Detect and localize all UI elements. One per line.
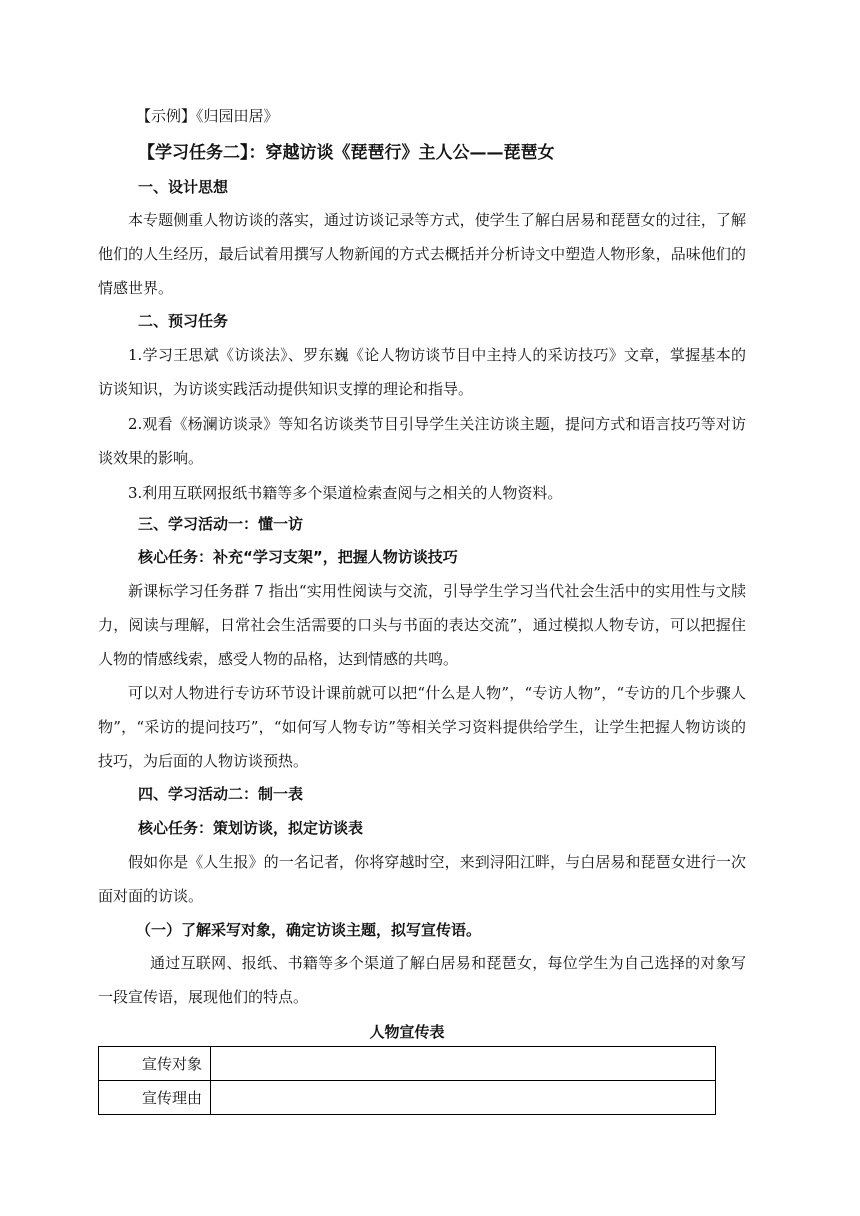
- task-title: 【学习任务二】：穿越访谈《琵琶行》主人公——琵琶女: [138, 143, 555, 163]
- activity2-core-task: 核心任务：策划访谈，拟定访谈表: [138, 819, 364, 837]
- table-row: [99, 1081, 716, 1115]
- promo-table: [98, 1046, 716, 1115]
- activity2-para-2: 通过互联网、报纸、书籍等多个渠道了解白居易和琵琶女，每位学生为自己选择的对象写一段宣传语，展现他们的特点。: [98, 954, 746, 1006]
- activity1-core-task: 核心任务：补充“学习支架”，把握人物访谈技巧: [138, 548, 458, 566]
- table-cell-value: [211, 1081, 716, 1115]
- section-heading-activity1: 三、学习活动一：懂一访: [138, 515, 304, 533]
- activity2-subheading-1: （一）了解采写对象，确定访谈主题，拟写宣传语。: [136, 921, 482, 939]
- section-heading-preview: 二、预习任务: [138, 312, 229, 330]
- activity1-para-2: 可以对人物进行专访环节设计课前就可以把“什么是人物”，“专访人物”，“专访的几个步骤人物”，“采访的提问技巧”，“如何写人物专访”等相关学习资料提供给学生，让学生把握人物访谈的技巧，为后面的人物访谈预热。: [98, 684, 746, 770]
- preview-item-1: 1.学习王思斌《访谈法》、罗东巍《论人物访谈节目中主持人的采访技巧》文章，掌握基本的访谈知识，为访谈实践活动提供知识支撑的理论和指导。: [98, 346, 746, 398]
- table-cell-label: 宣传理由: [99, 1081, 211, 1115]
- preview-item-3: 3.利用互联网报纸书籍等多个渠道检索查阅与之相关的人物资料。: [128, 484, 563, 502]
- activity2-para-1: 假如你是《人生报》的一名记者，你将穿越时空，来到浔阳江畔，与白居易和琵琶女进行一次面对面的访谈。: [98, 853, 746, 905]
- table-row: [99, 1047, 716, 1081]
- section-heading-design: 一、设计思想: [138, 178, 229, 196]
- example-label: 【示例】《归园田居》: [136, 107, 279, 125]
- table-cell-label: 宣传对象: [99, 1047, 211, 1081]
- preview-item-2: 2.观看《杨澜访谈录》等知名访谈类节目引导学生关注访谈主题，提问方式和语言技巧等对访谈效果的影响。: [98, 415, 746, 467]
- table-caption: 人物宣传表: [369, 1023, 445, 1041]
- table-cell-value: [211, 1047, 716, 1081]
- section-heading-activity2: 四、学习活动二：制一表: [138, 785, 304, 803]
- activity1-para-1: 新课标学习任务群 7 指出“实用性阅读与交流，引导学生学习当代社会生活中的实用性与文牍力，阅读与理解，日常社会生活需要的口头与书面的表达交流”，通过模拟人物专访，可以把握住人物的情感线索，感受人物的品格，达到情感的共鸣。: [98, 582, 746, 668]
- section-para-design: 本专题侧重人物访谈的落实，通过访谈记录等方式，使学生了解白居易和琵琶女的过往，了解他们的人生经历，最后试着用撰写人物新闻的方式去概括并分析诗文中塑造人物形象，品味他们的情感世界。: [98, 211, 746, 297]
